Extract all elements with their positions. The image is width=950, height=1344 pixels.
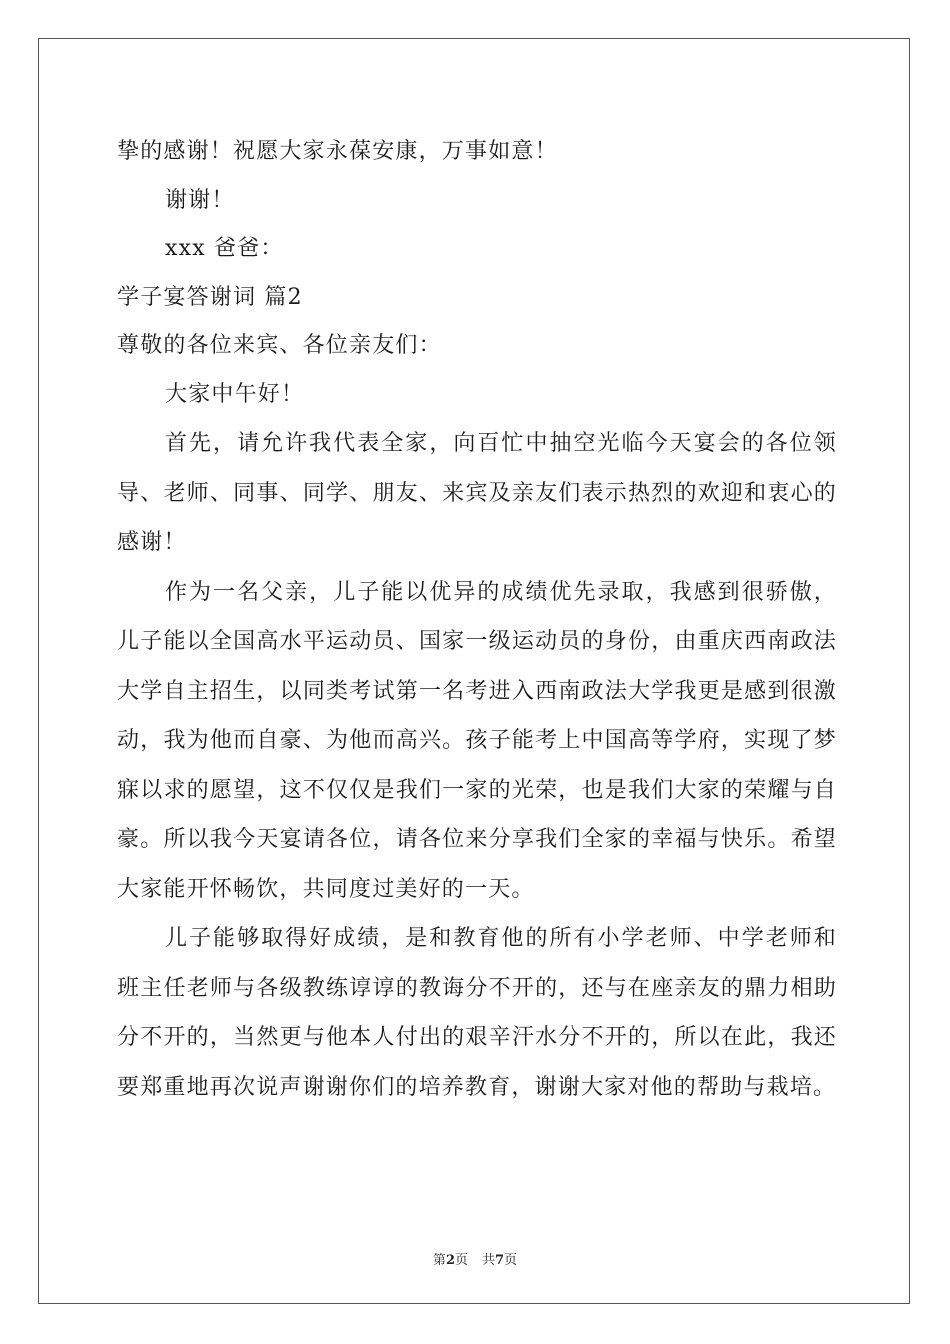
closing-line: 挚的感谢！祝愿大家永葆安康，万事如意！ xyxy=(117,139,558,164)
paragraph-pride: 作为一名父亲，儿子能以优异的成绩优先录取，我感到很骄傲，儿子能以全国高水平运动员、国家一级运动员的身份，由重庆西南政法大学自主招生，以同类考试第一名考进入西南政法大学我更是感到很激动，我为他而自豪、为他而高兴。孩子能考上中国高等学府，实现了梦寐以求的愿望，这不仅仅是我们一家的光荣，也是我们大家的荣耀与自豪。所以我今天宴请各位，请各位来分享我们全家的幸福与快乐。希望大家能开怀畅饮，共同度过美好的一天。 xyxy=(117,579,837,902)
section-heading: 学子宴答谢词 篇2 xyxy=(117,284,303,310)
page-footer xyxy=(0,1249,950,1268)
paragraph-gratitude: 儿子能够取得好成绩，是和教育他的所有小学老师、中学老师和班主任老师与各级教练谆谆的教诲分不开的，还与在座亲友的鼎力相助分不开的，当然更与他本人付出的艰辛汗水分不开的，所以在此，我还要郑重地再次说声谢谢你们的培养教育，谢谢大家对他的帮助与栽培。 xyxy=(117,926,837,1100)
signature-line: xxx 爸爸： xyxy=(165,236,284,261)
page-prefix: 第 xyxy=(432,1253,446,1268)
paragraph-welcome: 首先，请允许我代表全家，向百忙中抽空光临今天宴会的各位领导、老师、同事、同学、朋友、来宾及亲友们表示热烈的欢迎和衷心的感谢！ xyxy=(117,431,837,555)
salutation: 尊敬的各位来宾、各位亲友们： xyxy=(117,333,442,358)
total-pages: 7 xyxy=(495,1253,505,1268)
total-prefix: 共 xyxy=(482,1253,496,1268)
thanks-line: 谢谢！ xyxy=(165,187,235,213)
total-suffix: 页 xyxy=(504,1253,518,1268)
document-body xyxy=(117,128,837,1112)
page-suffix: 页 xyxy=(454,1253,468,1268)
page-number: 2 xyxy=(445,1253,455,1268)
greeting: 大家中午好！ xyxy=(165,381,305,407)
